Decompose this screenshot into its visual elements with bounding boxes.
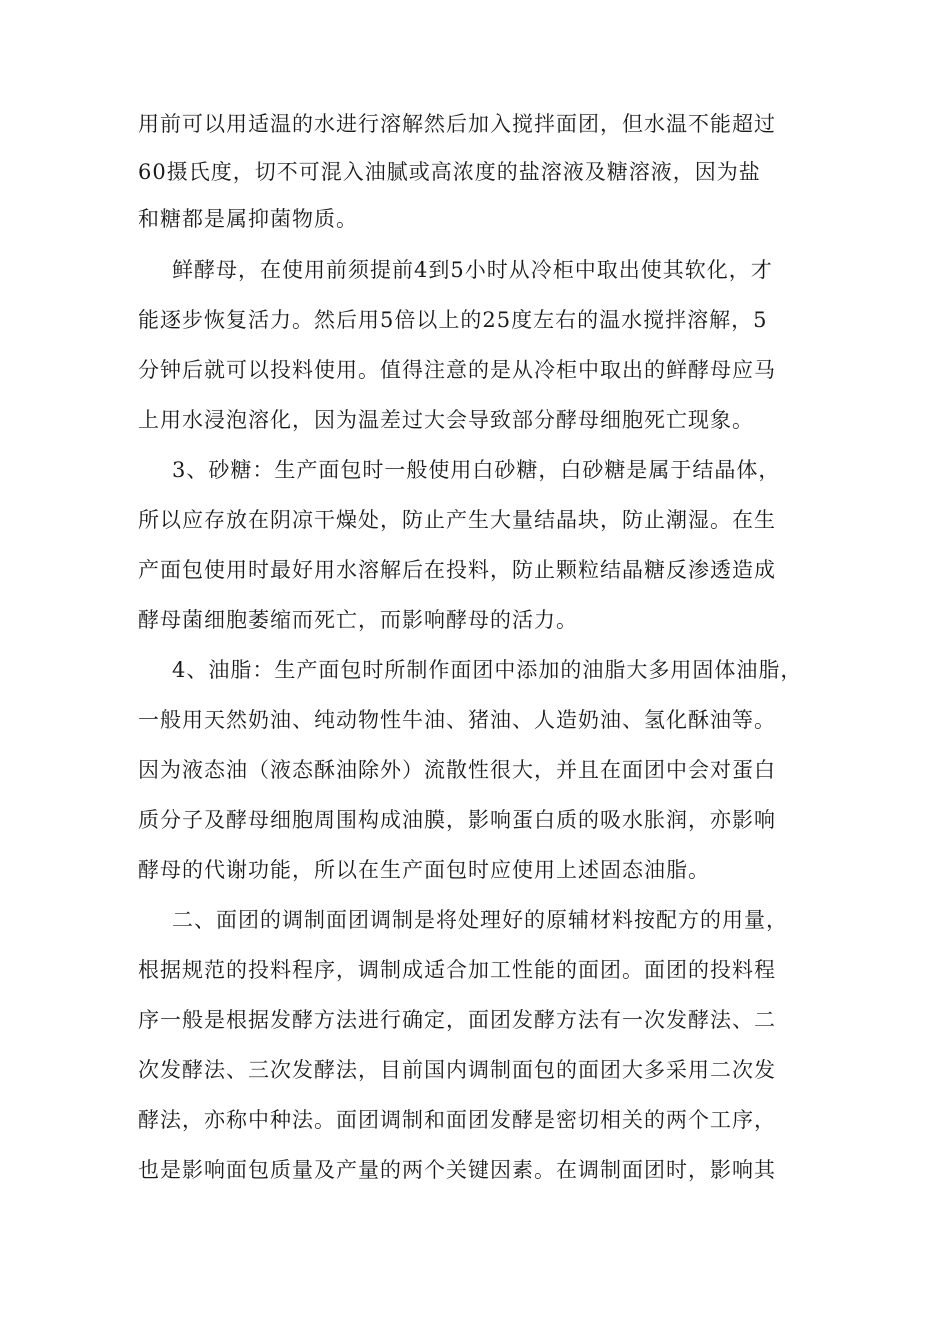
text-line: 酵母菌细胞萎缩而死亡，而影响酵母的活力。 — [138, 608, 578, 632]
text-line: 3、砂糖：生产面包时一般使用白砂糖，白砂糖是属于结晶体， — [172, 458, 781, 482]
text-line: 60摄氏度，切不可混入油腻或高浓度的盐溶液及糖溶液，因为盐 — [138, 160, 761, 184]
text-line: 酵法，亦称中种法。面团调制和面团发酵是密切相关的两个工序， — [138, 1108, 776, 1132]
text-line: 二、面团的调制面团调制是将处理好的原辅材料按配方的用量， — [172, 908, 788, 932]
text-line: 酵母的代谢功能，所以在生产面包时应使用上述固态油脂。 — [138, 858, 710, 882]
text-line: 因为液态油（液态酥油除外）流散性很大，并且在面团中会对蛋白 — [138, 758, 776, 782]
text-line: 4、油脂：生产面包时所制作面团中添加的油脂大多用固体油脂， — [172, 658, 803, 682]
text-line: 一般用天然奶油、纯动物性牛油、猪油、人造奶油、氢化酥油等。 — [138, 708, 776, 732]
text-line: 所以应存放在阴凉干燥处，防止产生大量结晶块，防止潮湿。在生 — [138, 508, 776, 532]
text-line: 和糖都是属抑菌物质。 — [138, 207, 358, 231]
text-line: 序一般是根据发酵方法进行确定，面团发酵方法有一次发酵法、二 — [138, 1008, 776, 1032]
text-line: 鲜酵母，在使用前须提前4到5小时从冷柜中取出使其软化，才 — [172, 258, 773, 282]
text-line: 根据规范的投料程序，调制成适合加工性能的面团。面团的投料程 — [138, 958, 776, 982]
text-line: 产面包使用时最好用水溶解后在投料，防止颗粒结晶糖反渗透造成 — [138, 558, 776, 582]
text-line: 质分子及酵母细胞周围构成油膜，影响蛋白质的吸水胀润，亦影响 — [138, 808, 776, 832]
text-line: 上用水浸泡溶化，因为温差过大会导致部分酵母细胞死亡现象。 — [138, 408, 754, 432]
text-line: 能逐步恢复活力。然后用5倍以上的25度左右的温水搅拌溶解，5 — [138, 308, 768, 332]
text-line: 分钟后就可以投料使用。值得注意的是从冷柜中取出的鲜酵母应马 — [138, 358, 776, 382]
text-line: 用前可以用适温的水进行溶解然后加入搅拌面团，但水温不能超过 — [138, 112, 776, 136]
text-line: 次发酵法、三次发酵法，目前国内调制面包的面团大多采用二次发 — [138, 1058, 776, 1082]
document-page — [138, 0, 828, 1344]
text-line: 也是影响面包质量及产量的两个关键因素。在调制面团时，影响其 — [138, 1158, 776, 1182]
